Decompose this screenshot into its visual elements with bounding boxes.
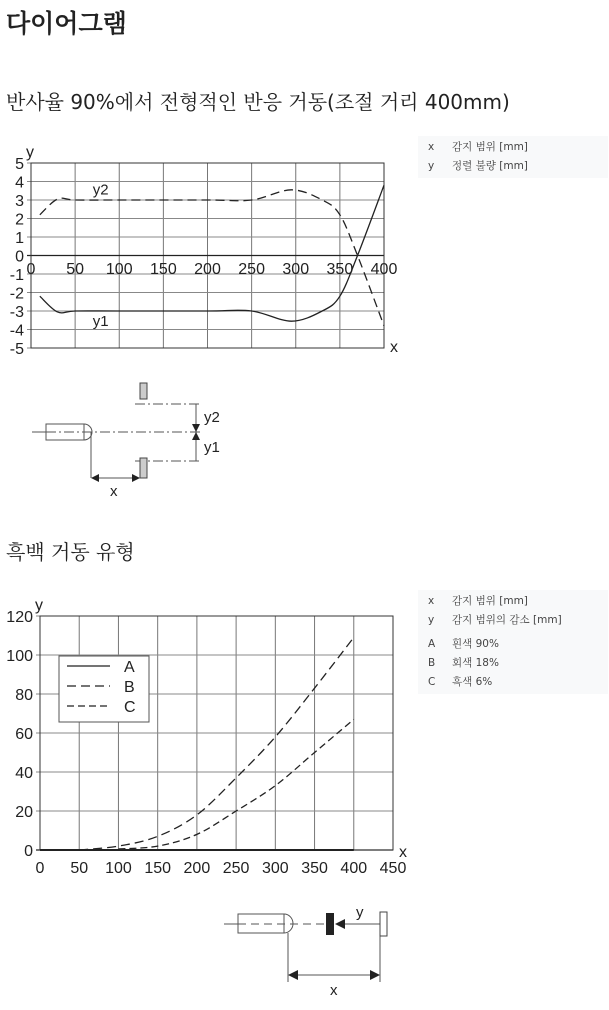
page-title: 다이어그램 xyxy=(6,9,127,38)
series-label-y2: y2 xyxy=(92,181,109,199)
y-tick-label: -5 xyxy=(9,341,24,358)
x-tick-label: 0 xyxy=(26,261,36,278)
y-tick-label: 5 xyxy=(15,156,24,173)
y-tick-label: 80 xyxy=(15,687,33,704)
x-tick-label: 400 xyxy=(340,860,368,877)
y-tick-label: 3 xyxy=(15,193,24,210)
target-white-icon xyxy=(380,912,387,936)
x-tick-label: 350 xyxy=(301,860,328,877)
legend-entry-b: B xyxy=(124,679,135,696)
legend-key: x xyxy=(428,595,435,607)
y-tick-label: 1 xyxy=(15,230,24,247)
y-tick-label: 120 xyxy=(6,609,33,626)
y-tick-label: 4 xyxy=(15,174,24,192)
x-tick-label: 250 xyxy=(238,261,265,278)
y-tick-label: -3 xyxy=(9,304,24,321)
legend-key: y xyxy=(428,614,435,626)
legend-entry-c: C xyxy=(124,699,136,716)
legend-key: C xyxy=(428,676,436,688)
section1-heading: 반사율 90%에서 전형적인 반응 거동(조절 거리 400mm) xyxy=(6,90,510,114)
x-tick-label: 300 xyxy=(282,261,310,278)
x-tick-label: 200 xyxy=(183,860,211,877)
range-reduction-diagram xyxy=(0,895,420,1005)
y-tick-label: -4 xyxy=(9,322,24,340)
legend-label: 회색 18% xyxy=(452,657,499,669)
y-tick-label: 0 xyxy=(24,843,33,860)
x-tick-label: 150 xyxy=(144,860,172,877)
y-tick-label: 2 xyxy=(15,211,24,229)
x-tick-label: 450 xyxy=(379,860,407,877)
x-tick-label: 50 xyxy=(66,261,85,278)
y2-label: y2 xyxy=(204,409,220,426)
legend-label: 흑색 6% xyxy=(452,676,493,688)
x-tick-label: 250 xyxy=(222,860,250,877)
x-tick-label: 400 xyxy=(370,261,398,278)
y1-label: y1 xyxy=(204,439,220,456)
legend-key: x xyxy=(428,141,435,153)
legend-label: 감지 범위 [mm] xyxy=(452,595,528,607)
legend-key: A xyxy=(428,638,436,650)
x-label: x xyxy=(110,483,118,500)
series-label-y1: y1 xyxy=(92,312,109,330)
x-tick-label: 150 xyxy=(150,261,177,278)
y-tick-label: 100 xyxy=(6,648,33,665)
x-label: x xyxy=(330,982,338,999)
x-axis-label: x xyxy=(390,339,398,356)
y-label: y xyxy=(356,904,364,921)
legend-label: 흰색 90% xyxy=(452,638,499,650)
legend-key: B xyxy=(428,657,436,669)
x-tick-label: 300 xyxy=(261,860,289,877)
section2-heading: 흑백 거동 유형 xyxy=(6,540,135,564)
legend-label: 감지 범위 [mm] xyxy=(452,141,528,153)
x-tick-label: 0 xyxy=(35,860,45,877)
y-tick-label: -1 xyxy=(9,267,24,284)
legend-label: 감지 범위의 감소 [mm] xyxy=(452,614,562,626)
y-tick-label: 60 xyxy=(15,726,33,743)
x-tick-label: 50 xyxy=(70,860,89,877)
y-tick-label: 40 xyxy=(15,765,33,782)
x-tick-label: 100 xyxy=(105,261,133,278)
legend-key: y xyxy=(428,160,435,172)
y-axis-label: y xyxy=(35,597,43,614)
y-tick-label: 20 xyxy=(15,804,33,821)
y-axis-label: y xyxy=(26,144,34,161)
x-tick-label: 100 xyxy=(105,860,132,877)
x-tick-label: 200 xyxy=(194,261,221,278)
y-tick-label: -2 xyxy=(9,285,24,303)
x-axis-label: x xyxy=(399,844,407,861)
x-tick-label: 350 xyxy=(326,261,354,278)
legend-entry-a: A xyxy=(124,659,135,676)
target-black-icon xyxy=(326,913,334,935)
legend-label: 정렬 불량 [mm] xyxy=(452,160,528,172)
y-tick-label: 0 xyxy=(15,248,24,266)
